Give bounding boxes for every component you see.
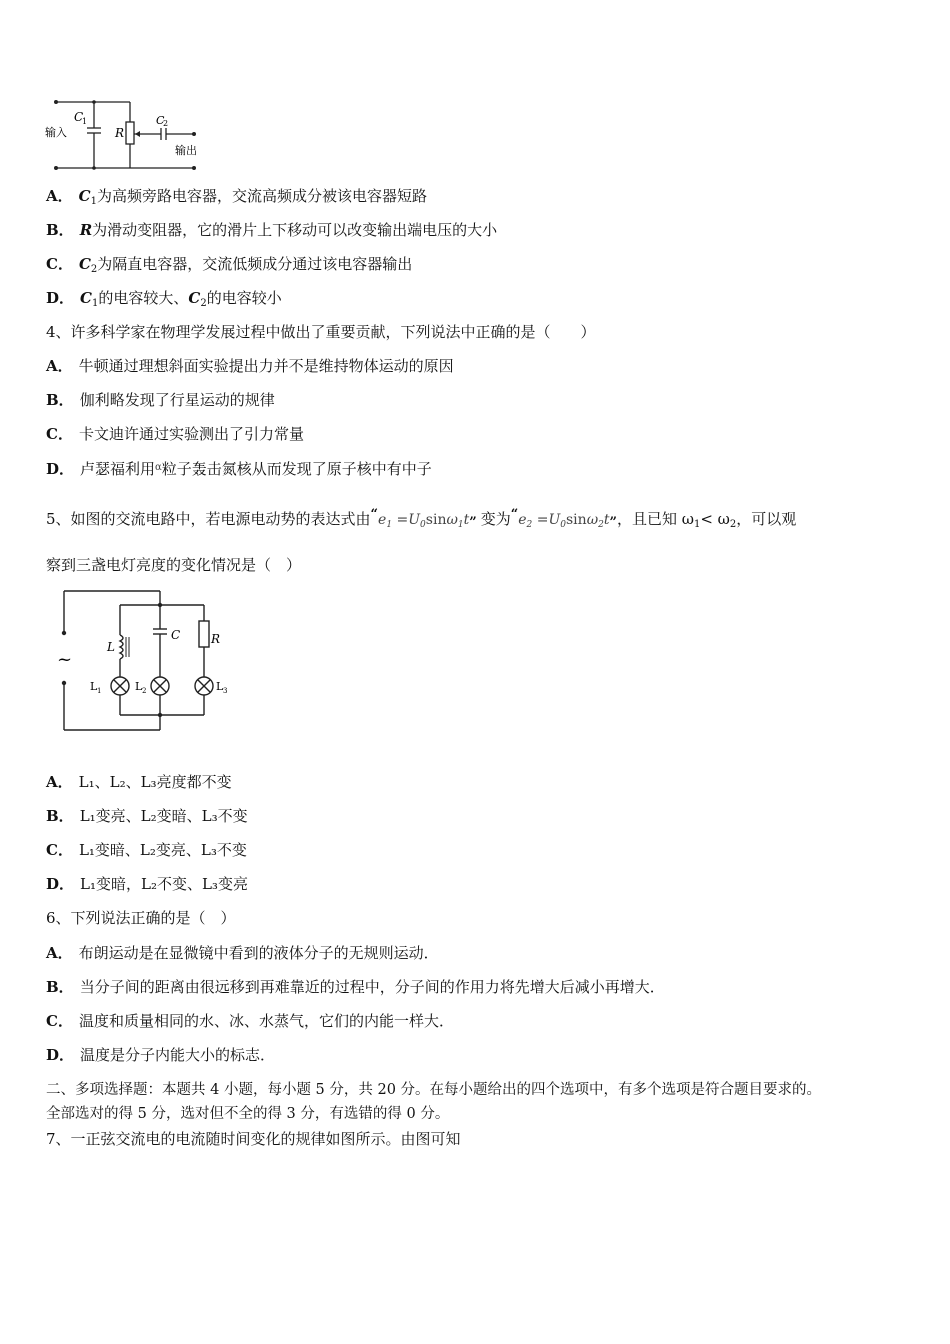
fig2-l1-sub: 1 xyxy=(97,687,102,695)
q3-option-d: D． $C_1$的电容较大、$C_2$的电容较小 xyxy=(46,289,282,309)
q6-option-c: C． 温度和质量相同的水、冰、水蒸气，它们的内能一样大． xyxy=(46,1012,454,1030)
fig2-c-label: C xyxy=(171,628,181,642)
fig2-l3-sub: 3 xyxy=(223,687,228,695)
section2-line1: 二、多项选择题：本题共 4 小题，每小题 5 分，共 20 分。在每小题给出的四个选项中，有多个选项是符合题目要求的。 xyxy=(46,1082,822,1098)
fig2-l1-label: L xyxy=(90,680,98,693)
q6-option-a: A． 布朗运动是在显微镜中看到的液体分子的无规则运动． xyxy=(46,944,439,962)
q5-stem-line2: 察到三盏电灯亮度的变化情况是（ ） xyxy=(46,556,302,574)
circuit-figure-1 xyxy=(44,92,214,172)
circuit-figure-2 xyxy=(52,585,237,735)
fig1-r-label: R xyxy=(115,126,125,140)
section2-line2: 全部选对的得 5 分，选对但不全的得 3 分，有选错的得 0 分。 xyxy=(46,1106,450,1122)
q6-stem: 6、下列说法正确的是（ ） xyxy=(46,909,236,927)
q4-option-c: C． 卡文迪许通过实验测出了引力常量 xyxy=(46,425,304,443)
fig1-input-label: 输入 xyxy=(45,126,67,139)
q4-option-d: D． 卢瑟福利用$^\alpha$粒子轰击氮核从而发现了原子核中有中子 xyxy=(46,460,432,478)
fig1-c1-sub: 1 xyxy=(82,117,88,126)
fig2-l2-sub: 2 xyxy=(142,687,147,695)
q5-option-c: C． L₁变暗、L₂变亮、L₃不变 xyxy=(46,841,247,859)
q5-option-d: D． L₁变暗，L₂不变、L₃变亮 xyxy=(46,875,248,893)
fig1-c1-label: C xyxy=(74,110,84,124)
fig1-c2-sub: 2 xyxy=(163,119,169,128)
q6-option-b: B． 当分子间的距离由很远移到再难靠近的过程中，分子间的作用力将先增大后减小再增大． xyxy=(46,978,665,996)
fig2-l2-label: L xyxy=(135,680,143,693)
q4-option-b: B． 伽利略发现了行星运动的规律 xyxy=(46,391,275,409)
q6-option-d: D． 温度是分子内能大小的标志． xyxy=(46,1046,276,1064)
alpha-symbol: α xyxy=(155,462,162,473)
q4-option-a: A． 牛顿通过理想斜面实验提出力并不是维持物体运动的原因 xyxy=(46,357,454,375)
q4-stem: 4、许多科学家在物理学发展过程中做出了重要贡献，下列说法中正确的是（ ） xyxy=(46,323,596,341)
fig1-c2-label: C xyxy=(156,114,165,127)
fig2-l3-label: L xyxy=(216,680,224,693)
formula-e1: $e_1 =U_0\sin\omega_1t$ xyxy=(378,512,470,530)
formula-e2: $e_2 =U_0\sin\omega_2t$ xyxy=(518,512,610,530)
q3-option-b: B． R为滑动变阻器，它的滑片上下移动可以改变输出端电压的大小 xyxy=(46,221,498,239)
q3-option-a: A． $C_1$为高频旁路电容器，交流高频成分被该电容器短路 xyxy=(46,187,427,207)
ac-source-icon: ~ xyxy=(57,649,73,670)
q5-option-a: A． L₁、L₂、L₃亮度都不变 xyxy=(46,773,232,791)
fig2-r-label: R xyxy=(211,632,221,646)
q3-option-c: C． $C_2$为隔直电容器，交流低频成分通过该电容器输出 xyxy=(46,255,413,275)
fig1-output-label: 输出 xyxy=(175,144,197,157)
q7-stem: 7、一正弦交流电的电流随时间变化的规律如图所示。由图可知 xyxy=(46,1130,461,1148)
q5-option-b: B． L₁变亮、L₂变暗、L₃不变 xyxy=(46,807,248,825)
q5-stem: 5、如图的交流电路中，若电源电动势的表达式由“$e_1 =U_0\sin\omega_1t$” 变为“$e_2 =U_0\sin\omega_2t$”，且已知 $\omega_1< \omega_2$，可以观 xyxy=(46,507,797,530)
fig2-l-label: L xyxy=(107,640,115,654)
